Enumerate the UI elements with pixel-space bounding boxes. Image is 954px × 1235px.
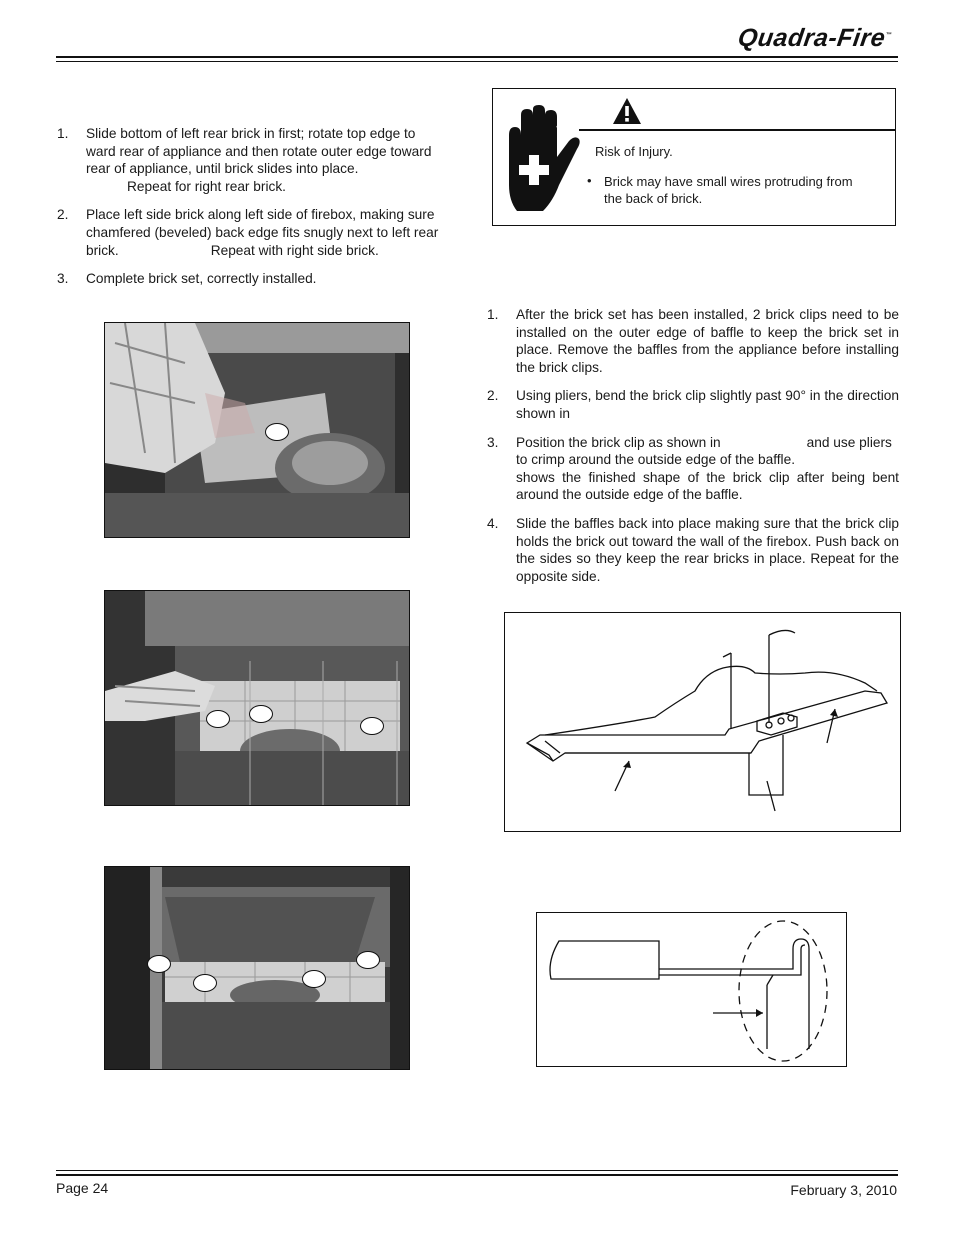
warning-triangle-icon (612, 97, 642, 125)
baffle-clip-diagram (504, 612, 901, 832)
warning-bullet: • (587, 173, 592, 188)
gloved-hand-icon (503, 105, 581, 215)
footer-rule-thin (56, 1170, 898, 1171)
warning-bullet-text: Brick may have small wires protruding from the back of brick. (604, 174, 853, 206)
footer-rule-thick (56, 1174, 898, 1176)
right-instructions (487, 306, 899, 596)
right-step-1: 1. After the brick set has been installed, 2 brick clips need to be installed on the outer edge of baffle to keep the brick set in place. Remove the baffles from the appliance before installing the brick clips. (487, 307, 899, 375)
callout-badge (249, 705, 273, 723)
photo-rear-brick-install (104, 322, 410, 538)
callout-badge (265, 423, 289, 441)
header-rule-thick (56, 56, 898, 58)
callout-badge (147, 955, 171, 973)
warning-hazard-text: Risk of Injury. (595, 144, 673, 159)
callout-badge (206, 710, 230, 728)
svg-text:✓: ✓ (555, 121, 564, 132)
clip-profile-diagram (536, 912, 847, 1067)
warning-box (492, 88, 896, 226)
callout-badge (302, 970, 326, 988)
photo-side-brick-install (104, 590, 410, 806)
photo-complete-brick-set (104, 866, 410, 1070)
brand-logo: Quadra-Fire™ (736, 24, 893, 52)
photo-2-illustration (105, 591, 409, 805)
warning-header-rule (579, 129, 895, 131)
baffle-clip-illustration (505, 613, 899, 830)
left-step-2: 2. Place left side brick along left side of firebox, making sure chamfered (beveled) back edge fits snugly next to left rear brick. Repeat with right side brick. (57, 207, 439, 258)
right-step-2: 2. Using pliers, bend the brick clip slightly past 90° in the direction shown in (487, 388, 899, 421)
right-step-4: 4. Slide the baffles back into place making sure that the brick clip holds the brick out toward the wall of the firebox. Push back on the sides so they keep the rear bricks in place. Repeat for the opposite side. (487, 515, 899, 584)
clip-profile-illustration (537, 913, 845, 1065)
callout-badge (360, 717, 384, 735)
page-number: Page 24 (56, 1180, 109, 1196)
callout-badge (356, 951, 380, 969)
left-step-1: 1. Slide bottom of left rear brick in first; rotate top edge to ward rear of appliance and then rotate outer edge toward rear of appliance, until brick slides into place. Repeat for right rear brick. (57, 126, 432, 194)
callout-badge (193, 974, 217, 992)
publication-date: February 3, 2010 (790, 1182, 897, 1198)
left-instructions (57, 125, 452, 299)
right-step-3: 3. Position the brick clip as shown in and use pliers to crimp around the outside edge of the baffle. shows the finished shape of the brick clip after being bent around the outside edge of the baffle. (487, 434, 899, 503)
header-rule-thin (56, 61, 898, 62)
left-step-3: 3. Complete brick set, correctly installed. (57, 271, 317, 287)
photo-1-illustration (105, 323, 409, 537)
